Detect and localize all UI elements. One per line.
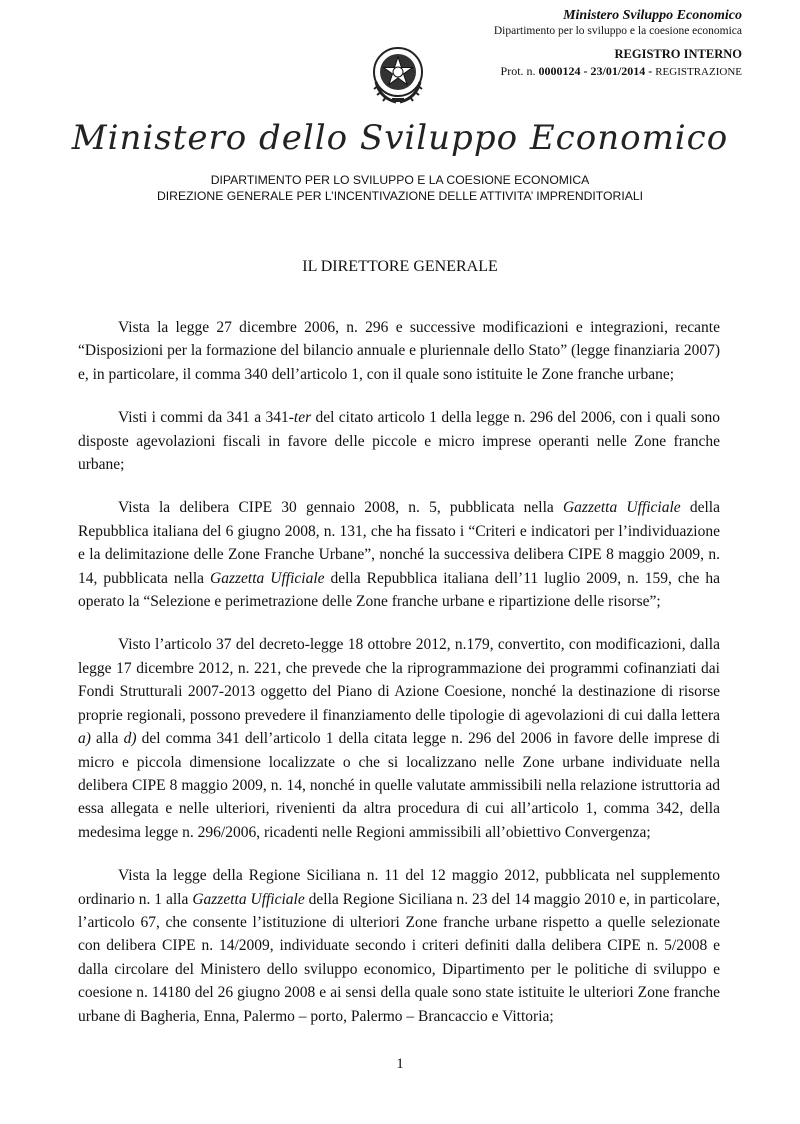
paragraph-2 [78, 406, 720, 476]
paragraph-3-part-a: Vista la delibera CIPE 30 gennaio 2008, n. 5, pubblicata nella [118, 499, 563, 517]
department-line: DIPARTIMENTO PER LO SVILUPPO E LA COESIONE ECONOMICA [210, 173, 590, 187]
paragraph-1-text: Vista la legge 27 dicembre 2006, n. 296 e successive modificazioni e integrazioni, recante “Disposizioni per la formazione del bilancio annuale e pluriennale dello Stato” (legge finanziaria 2007) e, in particolare, il comma 340 dell’articolo 1, con il quale sono istituite le Zone franche urbane; [78, 319, 720, 383]
paragraph-2-italic: ter [293, 409, 312, 427]
italian-republic-emblem-icon [366, 42, 430, 106]
ministry-title: Ministero dello Sviluppo Economico [71, 118, 729, 158]
paragraph-5-italic: Gazzetta Ufficiale [192, 890, 305, 908]
paragraph-4-italic-1: a) [78, 730, 91, 748]
protocol-stamp [494, 8, 742, 79]
paragraph-4 [78, 633, 720, 844]
protocol-number: 0000124 - 23/01/2014 - [538, 64, 653, 78]
paragraph-2-part-a: Visti i commi da 341 a 341- [118, 409, 294, 427]
paragraph-5-part-c: della Regione Siciliana n. 23 del 14 maggio 2010 e, in particolare, l’articolo 67, che consente l’istituzione di ulteriori Zone franche urbane rispetto a quelle selezionate con delibera CIPE n. 14/2009, individuate secondo i criteri definiti dalla delibera CIPE n. 5/2008 e dalla circolare del Ministero dello sviluppo economico, Dipartimento per le politiche di sviluppo e coesione n. 14180 del 26 giugno 2008 e ai sensi della quale sono state istituite le ulteriori Zone franche urbane di Bagheria, Enna, Palermo – porto, Palermo – Brancaccio e Vittoria; [78, 890, 720, 1025]
paragraph-3-part-e: della Repubblica italiana dell’11 luglio 2009, n. 159, che ha operato la “Selezione e perimetrazione delle Zone franche urbane e ripartizione delle risorse”; [78, 569, 720, 611]
paragraph-4-part-a: Visto l’articolo 37 del decreto-legge 18 ottobre 2012, n.179, convertito, con modificazioni, dalla legge 17 dicembre 2012, n. 221, che prevede che la riprogrammazione dei programmi cofinanziati dai Fondi Strutturali 2007-2013 oggetto del Piano di Azione Coesione, nonché la destinazione di risorse proprie regionali, possono prevedere il finanziamento delle tipologie di agevolazioni di cui dalla lettera [78, 636, 720, 724]
protocol-prefix: Prot. n. [500, 64, 536, 78]
paragraph-3 [78, 496, 720, 613]
page-number: 1 [396, 1056, 404, 1072]
stamp-department: Dipartimento per lo sviluppo e la coesione economica [493, 25, 742, 37]
paragraph-5 [78, 864, 720, 1028]
department-header [0, 172, 800, 204]
document-body [78, 316, 720, 1048]
paragraph-4-part-e: del comma 341 dell’articolo 1 della citata legge n. 296 del 2006 in favore delle imprese di micro e piccola dimensione localizzate o che si localizzano nelle Zone urbane individuate nella delibera CIPE 8 maggio 2009, n. 14, nonché in quelle valutate ammissibili nella relazione istruttoria ad essa allegata e nelle ulteriori, rivenienti da altra procedura di cui all’articolo 1, comma 342, della medesima legge n. 296/2006, ricadenti nelle Regioni ammissibili all’obiettivo Convergenza; [78, 730, 720, 841]
paragraph-2-part-c: del citato articolo 1 della legge n. 296 del 2006, con i quali sono disposte agevolazioni fiscali in favore delle piccole e micro imprese operanti nelle Zone franche urbane; [78, 409, 720, 474]
protocol-suffix: REGISTRAZIONE [655, 66, 742, 78]
stamp-ministry: Ministero Sviluppo Economico [563, 8, 742, 23]
page-title: IL DIRETTORE GENERALE [302, 258, 498, 275]
directorate-line: DIREZIONE GENERALE PER L’INCENTIVAZIONE DELLE ATTIVITA’ IMPRENDITORIALI [156, 189, 643, 203]
paragraph-4-part-c: alla [90, 730, 124, 748]
stamp-register: REGISTRO INTERNO [614, 47, 742, 61]
paragraph-5-part-a: Vista la legge della Regione Siciliana n. 11 del 12 maggio 2012, pubblicata nel supplemento ordinario n. 1 alla [78, 867, 720, 908]
paragraph-3-italic-1: Gazzetta Ufficiale [562, 499, 681, 517]
paragraph-1 [78, 316, 720, 386]
stamp-protocol [494, 64, 742, 79]
paragraph-3-italic-2: Gazzetta Ufficiale [210, 569, 325, 587]
paragraph-3-part-c: della Repubblica italiana del 6 giugno 2008, n. 131, che ha fissato i “Criteri e indicatori per l’individuazione e la delimitazione delle Zone Franche Urbane”, nonché la successiva delibera CIPE 8 maggio 2009, n. 14, pubblicata nella [78, 499, 720, 587]
paragraph-4-italic-2: d) [123, 730, 137, 748]
